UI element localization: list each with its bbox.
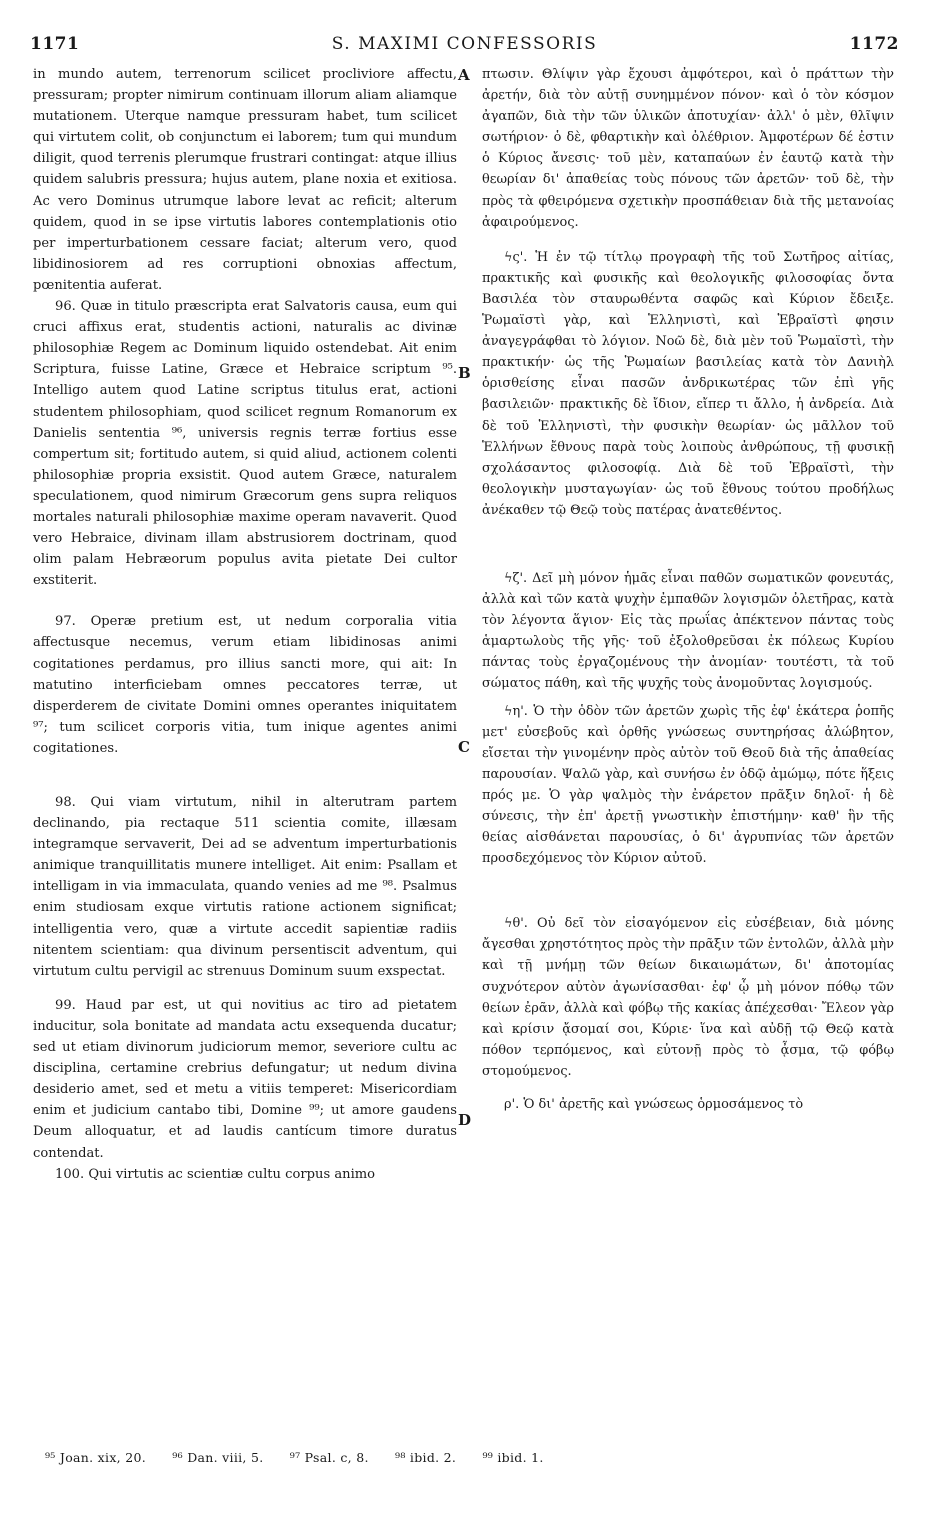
page-number-left: 1171 — [30, 34, 80, 54]
margin-letter-d: D — [458, 1111, 472, 1129]
running-title: S. MAXIMI CONFESSORIS — [331, 34, 598, 54]
latin-paragraph-97: 97. Operæ pretium est, ut nedum corporalia vitia affectusque necemus, verum etiam libidinosas animi cogitationes perdamus, pro illius sancti more, qui ait: In matutino interficiebam omnes peccatores terræ, ut disperderem de civitate Domini omnes operantes iniquitatem ⁹⁷; tum scilicet corporis vitia, tum inique agentes animi cogitationes. — [33, 614, 457, 756]
margin-letter-c: C — [458, 738, 470, 756]
footnote: ⁹⁹ ibid. 1. — [482, 1450, 544, 1465]
footnote: ⁹⁵ Joan. xix, 20. — [45, 1450, 147, 1465]
greek-paragraph-96: ϟς'. Ἡ ἐν τῷ τίτλῳ προγραφὴ τῆς τοῦ Σωτῆρος αἰτίας, πρακτικῆς καὶ φυσικῆς καὶ θεολογικῆς φιλοσοφίας ὄντα Βασιλέα τὸν σταυρωθέντα σαφῶς καὶ Κύριον ἔδειξε. Ῥωμαϊστὶ γὰρ, καὶ Ἑλληνιστὶ, καὶ Ἑβραϊστὶ φησιν ἀναγεγράφθαι τὸ λόγιον. Νοῶ δὲ, διὰ μὲν τοῦ Ῥωμαϊστὶ, τὴν πρακτικήν· ὡς τῆς Ῥωμαίων βασιλείας κατὰ τὸν Δανιὴλ ὁρισθείσης εἶναι πασῶν ἀνδρικωτέρας τῶν ἐπὶ γῆς βασιλειῶν· πρακτικῆς δὲ ἴδιον, εἴπερ τι ἄλλο, ἡ ἀνδρεία. Διὰ δὲ τοῦ Ἑλληνιστὶ, τὴν φυσικὴν θεωρίαν· ὡς μᾶλλον τοῦ Ἑλλήνων ἔθνους παρὰ τοὺς λοιποὺς ἀνθρώπους, τῇ φυσικῇ σχολάσαντος φιλοσοφίᾳ. Διὰ δὲ τοῦ Ἑβραϊστὶ, τὴν θεολογικὴν μυσταγωγίαν· ὡς τοῦ ἔθνους τούτου προδήλως ἀνέκαθεν τῷ Θεῷ τοὺς πατέρας ἀνατεθέντος. — [482, 249, 894, 518]
greek-paragraph-99: ϟθ'. Οὐ δεῖ τὸν εἰσαγόμενον εἰς εὐσέβειαν, διὰ μόνης ἄγεσθαι χρηστότητος πρὸς τὴν πρᾶξιν τῶν ἐντολῶν, ἀλλὰ μὴν καὶ τῇ μνήμῃ τῶν θείων δικαιωμάτων, δι' ἀποτομίας συχνότερον αὐτὸν ἀγωνίσασθαι· ἐφ' ᾧ μὴ μόνον πόθῳ τῶν θείων ἐρᾶν, ἀλλὰ καὶ φόβῳ τῆς κακίας ἀπέχεσθαι· Ἔλεον γὰρ καὶ κρίσιν ᾄσομαί σοι, Κύριε· ἵνα καὶ αὐδῇ τῷ Θεῷ κατὰ πόθον τερπόμενος, καὶ εὐτονῇ πρὸς τὸ ᾆσμα, τῷ φόβῳ στομούμενος. — [482, 916, 894, 1079]
latin-paragraph-continuation: in mundo autem, terrenorum scilicet procliviore affectu, pressuram; propter nimirum continuam illorum aliam aliamque mutationem. Uterque namque pressuram habet, tum scilicet qui virtutem colit, ob conjunctum ei laborem; tum qui mundum diligit, quod terrenis plerumque frustrari contingat: atque illius quidem salubris pressura; hujus autem, plane noxia et exitiosa. Ac vero Dominus utrumque labore levat ac reficit; alterum quidem, quod in se ipse virtutis labores contemplationis otio per imperturbationem cessare faciat; alterum vero, quod libidinosiorem ad res corruptioni obnoxias affectum, pœnitentia auferat. — [33, 67, 457, 293]
footnote: ⁹⁷ Psal. c, 8. — [289, 1450, 369, 1465]
greek-paragraph-100: ρ'. Ὁ δι' ἀρετῆς καὶ γνώσεως ὁρμοσάμενος τὸ — [504, 1097, 804, 1113]
footnote: ⁹⁶ Dan. viii, 5. — [172, 1450, 264, 1465]
margin-letter-b: B — [458, 364, 471, 382]
footnote: ⁹⁸ ibid. 2. — [395, 1450, 457, 1465]
latin-column — [33, 64, 457, 1185]
footnotes — [45, 1450, 889, 1465]
greek-paragraph-97: ϟζ'. Δεῖ μὴ μόνον ἡμᾶς εἶναι παθῶν σωματικῶν φονευτάς, ἀλλὰ καὶ τῶν κατὰ ψυχὴν ἐμπαθῶν λογισμῶν ὀλετῆρας, κατὰ τὸν λέγοντα ἅγιον· Εἰς τὰς πρωΐας ἀπέκτενον πάντας τοὺς ἁμαρτωλοὺς τῆς γῆς· τοῦ ἐξολοθρεῦσαι ἐκ πόλεως Κυρίου πάντας τοὺς ἐργαζομένους τὴν ἀνομίαν· τουτέστι, τὰ τοῦ σώματος πάθη, καὶ τῆς ψυχῆς τοὺς ἀνομοῦντας λογισμούς. — [482, 570, 894, 692]
margin-letter-a: A — [458, 66, 470, 84]
latin-paragraph-99: 99. Haud par est, ut qui novitius ac tiro ad pietatem inducitur, sola bonitate ad mandata actu exsequenda ducatur; sed ut etiam divinorum judiciorum memor, severiore cultu ac disciplina, certamine crebrius defungatur; ut nedum divina desiderio amet, sed et metu a vitiis temperet: Misericordiam enim et judicium cantabo tibi, Domine ⁹⁹; ut amore gaudens Deum alloquatur, et ad laudis cantícum timore duratus contendat. — [33, 997, 457, 1161]
page-number-right: 1172 — [849, 34, 899, 54]
latin-paragraph-98: 98. Qui viam virtutum, nihil in alterutram partem declinando, pia rectaque 511 scientia comite, illæsam integramque servaverit, Dei ad se adventum imperturbationis animique tranquillitatis munere intelliget. Ait enim: Psallam et intelligam in via immaculata, quando venies ad me ⁹⁸. Psalmus enim studiosam exque virtutis ratione actionem significat; intelligentia vero, quæ a virtute accedit sapientiæ radiis nitentem scientiam: qua divinum persentiscit adventum, qui virtutum cultu pervigil ac strenuus Dominum suum exspectat. — [33, 795, 457, 979]
greek-column — [482, 64, 894, 1115]
latin-paragraph-100: 100. Qui virtutis ac scientiæ cultu corpus animo — [55, 1166, 376, 1182]
greek-paragraph-continuation: πτωσιν. Θλίψιν γὰρ ἔχουσι ἀμφότεροι, καὶ ὁ πράττων τὴν ἀρετήν, διὰ τὸν αὐτῇ συνημμένον πόνον· καὶ ὁ τὸν κόσμον ἀγαπῶν, διὰ τὴν τῶν ὑλικῶν ἀποτυχίαν· ἀλλ' ὁ μὲν, θλῖψιν σωτήριον· ὁ δὲ, φθαρτικὴν καὶ ὀλέθριον. Ἀμφοτέρων δέ ἐστιν ὁ Κύριος ἄνεσις· τοῦ μὲν, καταπαύων ἐν ἑαυτῷ κατὰ τὴν θεωρίαν δι' ἀπαθείας τοὺς πόνους τῶν ἀρετῶν· τοῦ δὲ, τὴν πρὸς τὰ φθειρόμενα σχετικὴν προσπάθειαν διὰ τῆς μετανοίας ἀφαιρούμενος. — [482, 67, 894, 230]
running-header — [30, 34, 899, 62]
latin-paragraph-96: 96. Quæ in titulo præscripta erat Salvatoris causa, eum qui cruci affixus erat, studentis actioni, naturalis ac divinæ philosophiæ Regem ac Dominum liquido ostendebat. Ait enim Scriptura, fuisse Latine, Græce et Hebraice scriptum ⁹⁵. Intelligo autem quod Latine scriptus titulus erat, actioni studentem philosophiam, quod scilicet regnum Romanorum ex Danielis sententia ⁹⁶, universis regnis terræ fortius esse compertum sit; fortitudo autem, si quid aliud, actionem colenti philosophiæ propria exsistit. Quod autem Græce, naturalem speculationem, quod nimirum Græcorum gens supra reliquos mortales naturali philosophiæ maxime operam navaverit. Quod vero Hebraice, divinam illam abstrusiorem doctrinam, quod olim palam Hebræorum populus avita pietate Dei cultor exstiterit. — [33, 299, 457, 589]
greek-paragraph-98: ϟη'. Ὁ τὴν ὁδὸν τῶν ἀρετῶν χωρὶς τῆς ἐφ' ἑκάτερα ῥοπῆς μετ' εὐσεβοῦς καὶ ὀρθῆς γνώσεως συντηρήσας ἀλώβητον, εἴσεται τὴν γινομένην πρὸς αὐτὸν τοῦ Θεοῦ διὰ τῆς ἀπαθείας παρουσίαν. Ψαλῶ γὰρ, καὶ συνήσω ἐν ὁδῷ ἀμώμῳ, πότε ἥξεις πρός με. Ὁ γὰρ ψαλμὸς τὴν ἐνάρετον πρᾶξιν δηλοῖ· ἡ δὲ σύνεσις, τὴν ἐπ' ἀρετῇ γνωστικὴν ἐπιστήμην· καθ' ἣν τῆς θείας αἰσθάνεται παρουσίας, ὁ δι' ἀγρυπνίας τῶν ἀρετῶν προσδεχόμενος τὸν Κύριον αὐτοῦ. — [482, 703, 894, 867]
